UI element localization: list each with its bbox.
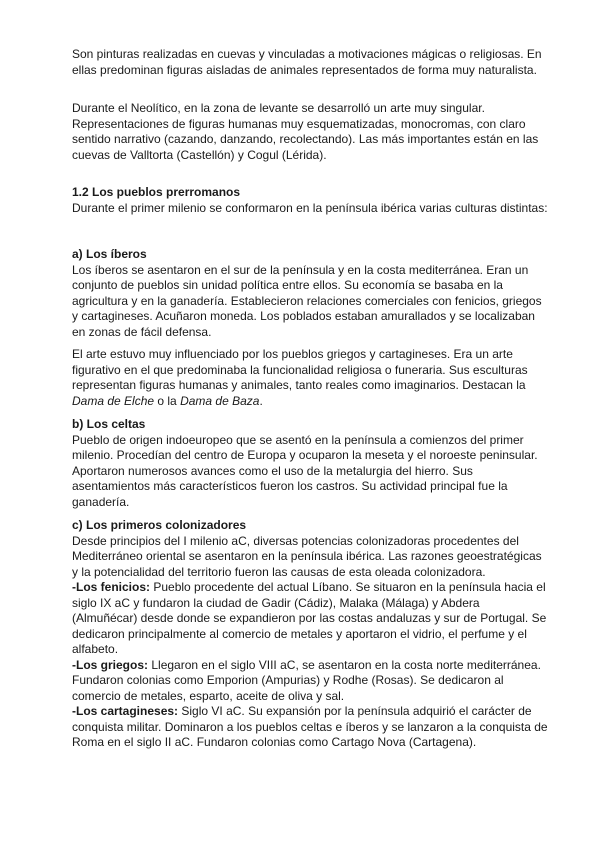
subsection-heading: b) Los celtas xyxy=(72,417,146,431)
italic-term: Dama de Elche xyxy=(72,393,155,408)
italic-term: Dama de Baza xyxy=(180,393,260,408)
section-title: 1.2 Los pueblos prerromanos xyxy=(72,185,241,199)
griegos-item xyxy=(72,658,548,705)
item-label: -Los cartagineses: xyxy=(72,704,179,718)
section-colonizadores xyxy=(72,518,548,751)
item-text: Pueblo procedente del actual Líbano. Se situaron en la península hacia el siglo IX aC y fundaron la ciudad de Gadir (Cádiz), Malaka (Málaga) y Abdera (Almuñécar) desde donde se expandieron por las costas andaluzas y sur de Portugal. Se dedicaron principalmente al comercio de metales y aportaron el vidrio, el perfume y el alfabeto. xyxy=(72,580,547,656)
paragraph-text: Durante el Neolítico, en la zona de levante se desarrolló un arte muy singular. Representaciones de figuras humanas muy esquematizadas, monocromas, con claro sentido narrativo (cazando, danzando, recolectando). Las más importantes están en las cuevas de Valltorta (Castellón) y Cogul (Lérida). xyxy=(72,101,539,162)
subsection-heading: c) Los primeros colonizadores xyxy=(72,518,247,532)
item-text: Llegaron en el siglo VIII aC, se asentaron en la costa norte mediterránea. Fundaron colonias como Emporion (Ampurias) y Rodhe (Rosas). Se dedicaron al comercio de metales, esparto, aceite de oliva y sal. xyxy=(72,657,541,703)
text-run: . xyxy=(259,393,263,408)
intro-paragraph-2 xyxy=(72,101,548,163)
item-label: -Los griegos: xyxy=(72,657,149,672)
paragraph-text: Los íberos se asentaron en el sur de la península y en la costa mediterránea. Eran un conjunto de pueblos sin unidad política entre ellos. Su economía se basaba en la agricultura y en la ganadería. Establecieron relaciones comerciales con fenicios, griegos y cartagineses. Acuñaron moneda. Los poblados estaban amurallados y se localizaban en zonas de fácil defensa. xyxy=(72,262,542,339)
text-run: o la xyxy=(154,393,181,408)
item-text: Siglo VI aC. Su expansión por la península adquirió el carácter de conquista militar. Dominaron a los pueblos celtas e íberos y se lanzaron a la conquista de Roma en el siglo II aC. Fundaron colonias como Cartago Nova (Cartagena). xyxy=(72,704,548,749)
section-celtas xyxy=(72,417,548,510)
paragraph-text: Desde principios del I milenio aC, diversas potencias colonizadoras procedentes del Mediterráneo oriental se asentaron en la península ibérica. Las razones geoestratégicas y la potencialidad del territorio fueron las causas de esta oleada colonizadora. xyxy=(72,533,542,579)
paragraph-text: Son pinturas realizadas en cuevas y vinculadas a motivaciones mágicas o religiosas. En ellas predominan figuras aisladas de animales representados de forma muy naturalista. xyxy=(72,47,542,77)
intro-paragraph-1 xyxy=(72,47,548,78)
section-intro: Durante el primer milenio se conformaron en la península ibérica varias culturas distintas: xyxy=(72,200,548,215)
cartagineses-item xyxy=(72,704,548,751)
section-pueblos-prerromanos xyxy=(72,185,548,216)
item-label: -Los fenicios: xyxy=(72,580,151,594)
iberos-art-paragraph xyxy=(72,347,548,409)
paragraph-text xyxy=(72,347,548,409)
fenicios-item xyxy=(72,580,548,658)
subsection-heading: a) Los íberos xyxy=(72,247,147,261)
paragraph-text: Pueblo de origen indoeuropeo que se asentó en la península a comienzos del primer milenio. Procedían del centro de Europa y ocuparon la meseta y el noroeste peninsular. Aportaron numerosos avances como el uso de la metalurgia del hierro. Sus asentamientos más característicos fueron los castros. Su actividad principal fue la ganadería. xyxy=(72,432,538,509)
text-run: El arte estuvo muy influenciado por los pueblos griegos y cartagineses. Era un arte figurativo en el que predominaba la funcionalidad religiosa o funeraria. Sus esculturas representan figuras humanas y animales, tanto reales como imaginarios. Destacan la xyxy=(72,347,528,392)
section-iberos xyxy=(72,247,548,340)
